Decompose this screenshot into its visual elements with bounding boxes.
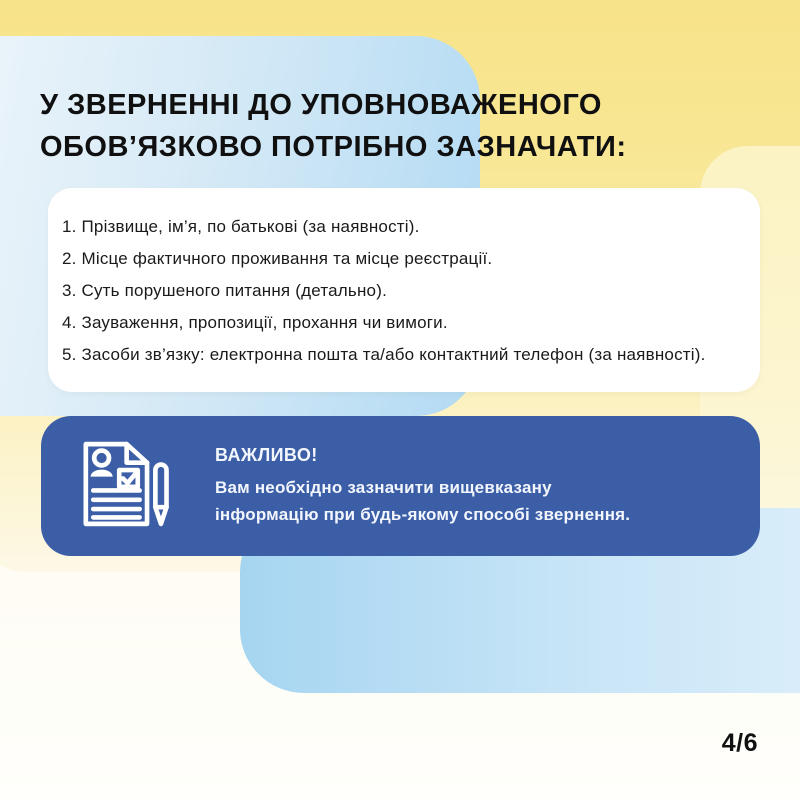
document-checklist-pen-icon <box>71 433 173 540</box>
page-title <box>40 84 700 168</box>
page-indicator: 4/6 <box>721 729 758 757</box>
list-item: 4. Зауваження, пропозиції, прохання чи вимоги. <box>62 312 448 332</box>
page-title-line1: У ЗВЕРНЕННІ ДО УПОВНОВАЖЕНОГО <box>40 89 602 121</box>
callout-heading: ВАЖЛИВО! <box>215 444 318 465</box>
callout-body-line1: Вам необхідно зазначити вищевказану <box>215 477 552 497</box>
requirements-card <box>48 188 760 392</box>
list-item: 2. Місце фактичного проживання та місце реєстрації. <box>62 248 493 268</box>
list-item: 1. Прізвище, ім’я, по батькові (за наявності). <box>62 216 420 236</box>
page-title-line2: ОБОВ’ЯЗКОВО ПОТРІБНО ЗАЗНАЧАТИ: <box>40 131 627 163</box>
callout-text-block <box>215 445 630 528</box>
important-callout <box>41 416 760 556</box>
callout-body-line2: інформацію при будь-якому способі звернення. <box>215 504 631 524</box>
list-item: 3. Суть порушеного питання (детально). <box>62 280 387 300</box>
callout-body <box>215 474 630 528</box>
list-item: 5. Засоби зв’язку: електронна пошта та/або контактний телефон (за наявності). <box>62 344 706 364</box>
requirements-list <box>62 217 742 364</box>
